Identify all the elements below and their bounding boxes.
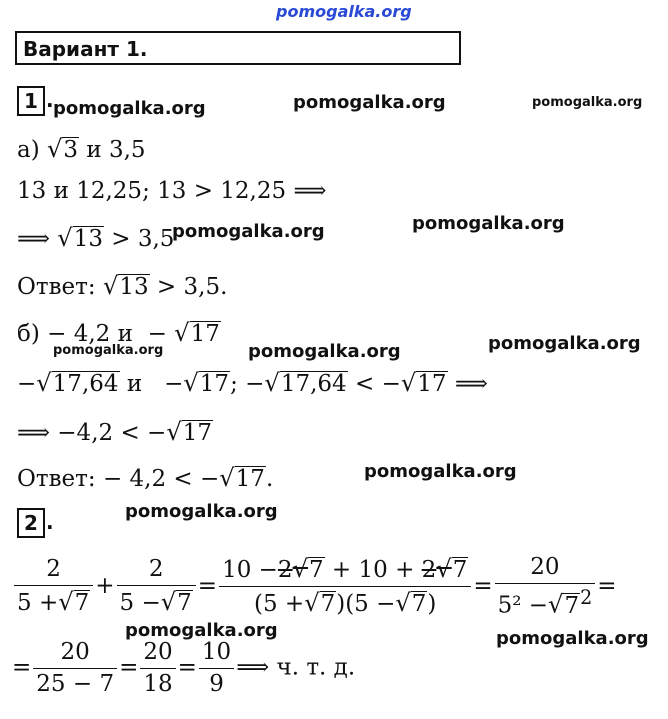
watermark: pomogalka.org: [125, 620, 278, 641]
variant-label: Вариант 1.: [23, 37, 148, 61]
fraction: $\frac{20}{25 - 7}$: [33, 641, 117, 696]
task2-dot: .: [46, 510, 54, 534]
task1-a-line: а) √3 и 3,5: [17, 135, 146, 163]
watermark: pomogalka.org: [412, 213, 565, 234]
task1-line3: ⟹ √13 > 3,5: [17, 224, 175, 252]
fraction: $\frac{2}{5 -√7}$: [117, 558, 196, 615]
fraction: $\frac{20}{5^2 -√7^2}$: [495, 556, 596, 618]
watermark: pomogalka.org: [248, 341, 401, 362]
task1-line2: 13 и 12,25; 13 > 12,25 ⟹: [17, 178, 327, 204]
watermark: pomogalka.org: [488, 333, 641, 354]
task2-row2: = $\frac{20}{25 - 7}$ = $\frac{20}{18}$ = $\frac{10}{9}$ ⟹ ч. т. д.: [12, 639, 356, 697]
watermark: pomogalka.org: [125, 501, 278, 522]
fraction: $\frac{10 -2√7 + 10 + 2√7}{(5 +√7)(5 -√7)}$: [219, 557, 471, 616]
sqrt-3: 3: [63, 137, 79, 163]
task1-line6: −√17,64 и −√17; −√17,64 < −√17 ⟹: [17, 369, 488, 397]
fraction: $\frac{10}{9}$: [199, 641, 234, 696]
watermark: pomogalka.org: [293, 92, 446, 113]
task1-line7: ⟹ −4,2 < −√17: [17, 418, 212, 446]
watermark: pomogalka.org: [172, 221, 325, 242]
task1-answer2: Ответ: − 4,2 < −√17.: [17, 464, 274, 492]
task2-row1: $\frac{2}{5 +√7}$ + $\frac{2}{5 -√7}$ = $\frac{10 -2√7 + 10 + 2√7}{(5 +√7)(5 -√7)}$ = $\frac{20}{5^2 -√7^2}$ =: [12, 556, 617, 618]
task1-b-line: б) − 4,2 и − √17: [17, 319, 220, 347]
task1-dot: .: [46, 88, 54, 112]
variant-header: [15, 31, 461, 65]
watermark: pomogalka.org: [53, 343, 164, 358]
task2-number: 2: [17, 508, 45, 538]
watermark: pomogalka.org: [364, 461, 517, 482]
fraction: $\frac{2}{5 +√7}$: [14, 558, 93, 615]
watermark: pomogalka.org: [53, 98, 206, 119]
watermark: pomogalka.org: [496, 628, 649, 649]
fraction: $\frac{20}{18}$: [140, 641, 175, 696]
task1-answer1: Ответ: √13 > 3,5.: [17, 272, 228, 300]
site-watermark: pomogalka.org: [276, 2, 412, 21]
watermark: pomogalka.org: [532, 95, 643, 110]
task1-number: 1: [17, 86, 45, 116]
